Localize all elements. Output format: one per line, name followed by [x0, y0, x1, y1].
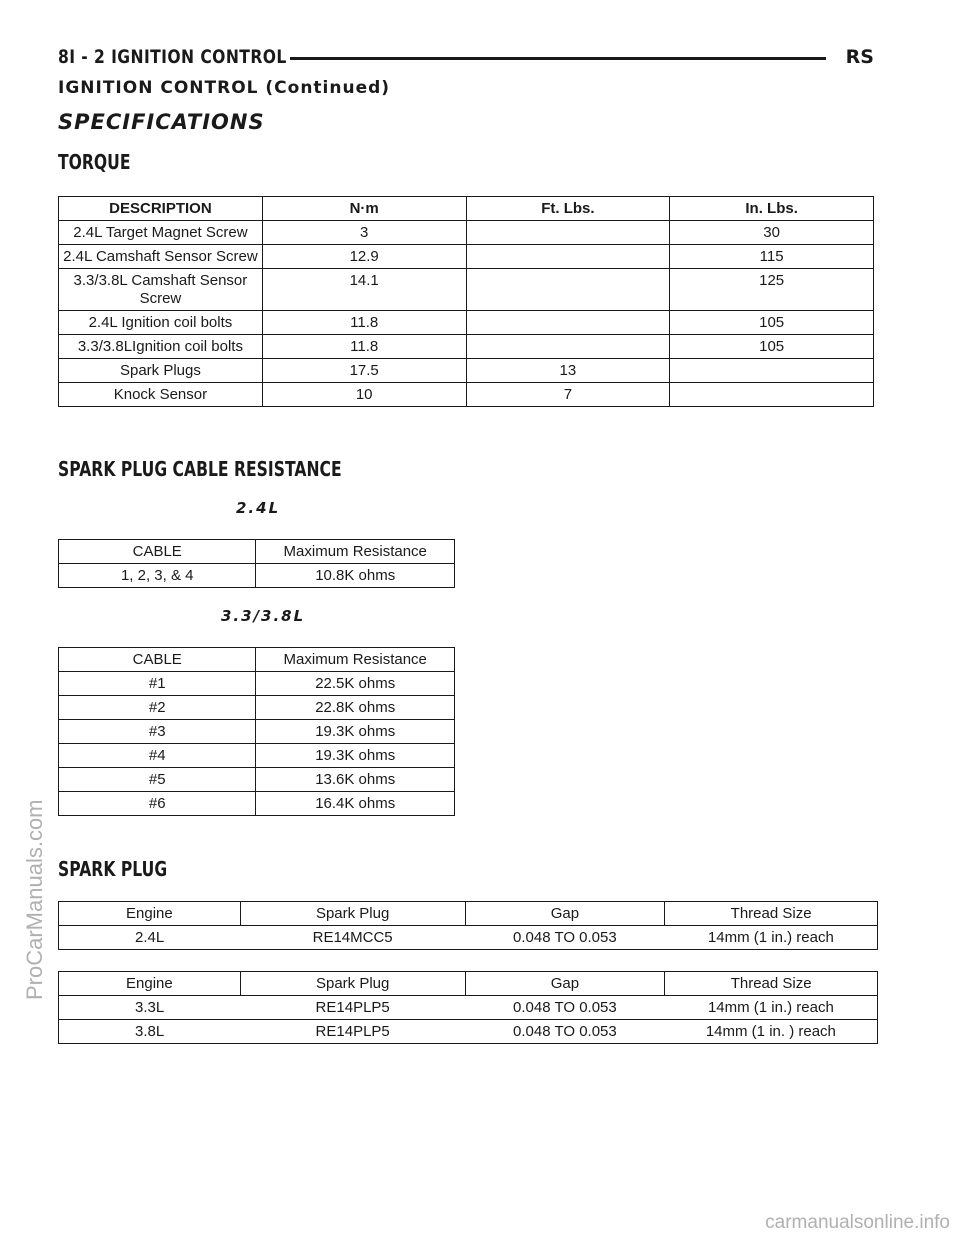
col-header: N·m [262, 197, 466, 221]
table-row [59, 359, 874, 383]
table-row [59, 996, 878, 1020]
page-header [58, 46, 874, 72]
table-cell: 14mm (1 in.) reach [665, 926, 878, 950]
spark-plug-table-2-4l [58, 901, 878, 950]
table-cell: RE14PLP5 [240, 996, 465, 1020]
table-cell: 0.048 TO 0.053 [465, 1020, 665, 1044]
continued-title: IGNITION CONTROL (Continued) [58, 78, 391, 98]
table-cell: #5 [59, 768, 256, 792]
table-cell [466, 245, 670, 269]
col-header: In. Lbs. [670, 197, 874, 221]
table-cell [466, 221, 670, 245]
table-cell: #1 [59, 672, 256, 696]
col-header: Engine [59, 902, 241, 926]
col-header: Spark Plug [240, 972, 465, 996]
torque-table [58, 196, 874, 407]
col-header: Gap [465, 972, 665, 996]
table-cell: 2.4L Target Magnet Screw [59, 221, 263, 245]
table-cell: 13 [466, 359, 670, 383]
spark-plug-heading: SPARK PLUG [58, 857, 168, 881]
table-cell [466, 311, 670, 335]
col-header: Engine [59, 972, 241, 996]
col-header: Spark Plug [240, 902, 465, 926]
col-header: Thread Size [665, 902, 878, 926]
table-cell: 0.048 TO 0.053 [465, 996, 665, 1020]
table-row [59, 744, 455, 768]
col-header: Gap [465, 902, 665, 926]
table-row [59, 311, 874, 335]
torque-heading: TORQUE [58, 150, 131, 174]
table-cell: 2.4L Ignition coil bolts [59, 311, 263, 335]
table-cell: 14.1 [262, 269, 466, 311]
header-section-title: 8I - 2 IGNITION CONTROL [58, 46, 287, 68]
col-header: DESCRIPTION [59, 197, 263, 221]
table-cell: 0.048 TO 0.053 [465, 926, 665, 950]
cable-header-row [59, 648, 455, 672]
table-cell: RE14PLP5 [240, 1020, 465, 1044]
table-cell: 11.8 [262, 311, 466, 335]
table-row [59, 221, 874, 245]
table-row [59, 245, 874, 269]
table-cell: 16.4K ohms [256, 792, 455, 816]
table-cell: 19.3K ohms [256, 744, 455, 768]
table-cell: 30 [670, 221, 874, 245]
table-cell: 115 [670, 245, 874, 269]
caption-2-4l: 2.4L [236, 499, 281, 517]
cable-header-row [59, 540, 455, 564]
table-cell [670, 383, 874, 407]
table-row [59, 720, 455, 744]
table-cell: 1, 2, 3, & 4 [59, 564, 256, 588]
table-row [59, 269, 874, 311]
table-row [59, 564, 455, 588]
spark-plug-header-row [59, 902, 878, 926]
table-cell: 14mm (1 in.) reach [665, 996, 878, 1020]
table-cell: 3.3L [59, 996, 241, 1020]
table-cell: 125 [670, 269, 874, 311]
cable-table-3-3-3-8l [58, 647, 455, 816]
table-cell: 12.9 [262, 245, 466, 269]
table-cell: 105 [670, 311, 874, 335]
table-cell: 10.8K ohms [256, 564, 455, 588]
table-row [59, 768, 455, 792]
header-model-code: RS [845, 46, 874, 68]
table-row [59, 383, 874, 407]
col-header: Maximum Resistance [256, 648, 455, 672]
header-rule [290, 57, 826, 60]
cable-table-2-4l [58, 539, 455, 588]
col-header: CABLE [59, 648, 256, 672]
col-header: CABLE [59, 540, 256, 564]
table-cell: 17.5 [262, 359, 466, 383]
table-row [59, 1020, 878, 1044]
table-cell: 22.5K ohms [256, 672, 455, 696]
col-header: Maximum Resistance [256, 540, 455, 564]
table-cell: 3.3/3.8L Camshaft Sensor Screw [59, 269, 263, 311]
table-cell: 7 [466, 383, 670, 407]
table-cell: 2.4L [59, 926, 241, 950]
table-cell [670, 359, 874, 383]
table-cell: Knock Sensor [59, 383, 263, 407]
table-cell: #4 [59, 744, 256, 768]
table-cell: 105 [670, 335, 874, 359]
table-cell: 3 [262, 221, 466, 245]
footer-watermark: carmanualsonline.info [765, 1212, 950, 1233]
specifications-heading: SPECIFICATIONS [58, 110, 265, 134]
side-watermark: ProCarManuals.com [22, 799, 47, 1000]
torque-header-row [59, 197, 874, 221]
table-cell: #3 [59, 720, 256, 744]
table-cell: 19.3K ohms [256, 720, 455, 744]
table-row [59, 926, 878, 950]
caption-3-3-3-8l: 3.3/3.8L [221, 607, 306, 625]
table-cell: #6 [59, 792, 256, 816]
table-cell: 2.4L Camshaft Sensor Screw [59, 245, 263, 269]
table-cell: 14mm (1 in. ) reach [665, 1020, 878, 1044]
table-cell [466, 335, 670, 359]
table-row [59, 335, 874, 359]
table-cell: 3.3/3.8LIgnition coil bolts [59, 335, 263, 359]
cable-resistance-heading: SPARK PLUG CABLE RESISTANCE [58, 457, 342, 481]
table-row [59, 672, 455, 696]
spark-plug-header-row [59, 972, 878, 996]
table-cell: 22.8K ohms [256, 696, 455, 720]
table-cell: 3.8L [59, 1020, 241, 1044]
table-row [59, 696, 455, 720]
col-header: Thread Size [665, 972, 878, 996]
table-cell: 13.6K ohms [256, 768, 455, 792]
table-cell [466, 269, 670, 311]
table-cell: Spark Plugs [59, 359, 263, 383]
table-cell: RE14MCC5 [240, 926, 465, 950]
spark-plug-table-3-3-3-8l [58, 971, 878, 1044]
table-cell: 10 [262, 383, 466, 407]
table-cell: #2 [59, 696, 256, 720]
table-row [59, 792, 455, 816]
col-header: Ft. Lbs. [466, 197, 670, 221]
table-cell: 11.8 [262, 335, 466, 359]
